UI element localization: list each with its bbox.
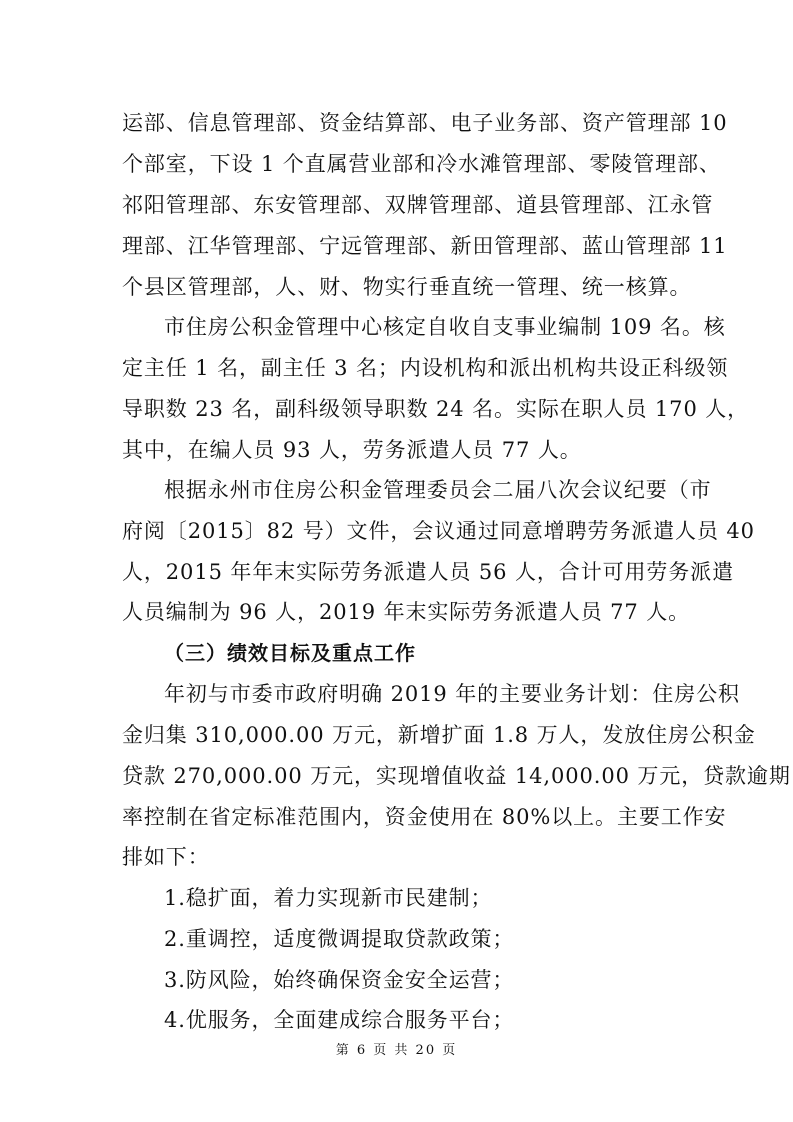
list-item: 1.稳扩面，着力实现新市民建制；: [164, 886, 493, 910]
list-item: 4.优服务，全面建成综合服务平台；: [164, 1008, 515, 1032]
paragraph-2-line-3: 导职数 23 名，副科级领导职数 24 名。实际在职人员 170 人，: [122, 397, 750, 421]
paragraph-1-line-3: 祁阳管理部、东安管理部、双牌管理部、道县管理部、江永管: [122, 193, 714, 217]
plan-paragraph-line-2: 金归集 310,000.00 万元，新增扩面 1.8 万人，发放住房公积金: [122, 723, 756, 747]
plan-paragraph-line-5: 排如下：: [122, 845, 210, 869]
paragraph-3-line-4: 人员编制为 96 人，2019 年末实际劳务派遣人员 77 人。: [122, 600, 691, 624]
plan-paragraph-line-1: 年初与市委市政府明确 2019 年的主要业务计划：住房公积: [164, 682, 740, 706]
paragraph-1-line-5: 个县区管理部，人、财、物实行垂直统一管理、统一核算。: [122, 275, 692, 299]
page-number-footer: 第 6 页 共 20 页: [335, 1043, 458, 1058]
list-item: 3.防风险，始终确保资金安全运营；: [164, 968, 515, 992]
paragraph-1-line-1: 运部、信息管理部、资金结算部、电子业务部、资产管理部 10: [122, 111, 728, 135]
paragraph-1-line-2: 个部室，下设 1 个直属营业部和冷水滩管理部、零陵管理部、: [122, 152, 721, 176]
list-item: 2.重调控，适度微调提取贷款政策；: [164, 927, 515, 951]
paragraph-3-line-2: 府阅〔2015〕82 号）文件，会议通过同意增聘劳务派遣人员 40: [122, 519, 755, 543]
paragraph-3-line-3: 人，2015 年年末实际劳务派遣人员 56 人，合计可用劳务派遣: [122, 560, 734, 584]
plan-paragraph-line-4: 率控制在省定标准范围内，资金使用在 80%以上。主要工作安: [122, 805, 727, 829]
plan-paragraph-line-3: 贷款 270,000.00 万元，实现增值收益 14,000.00 万元，贷款逾期: [122, 764, 791, 788]
paragraph-3-line-1: 根据永州市住房公积金管理委员会二届八次会议纪要（市: [164, 478, 712, 502]
paragraph-2-line-1: 市住房公积金管理中心核定自收自支事业编制 109 名。核: [164, 315, 726, 339]
paragraph-2-line-2: 定主任 1 名，副主任 3 名；内设机构和派出机构共设正科级领: [122, 356, 729, 380]
section-heading: （三）绩效目标及重点工作: [164, 641, 416, 665]
paragraph-1-line-4: 理部、江华管理部、宁远管理部、新田管理部、蓝山管理部 11: [122, 234, 728, 258]
paragraph-2-line-4: 其中，在编人员 93 人，劳务派遣人员 77 人。: [122, 438, 582, 462]
